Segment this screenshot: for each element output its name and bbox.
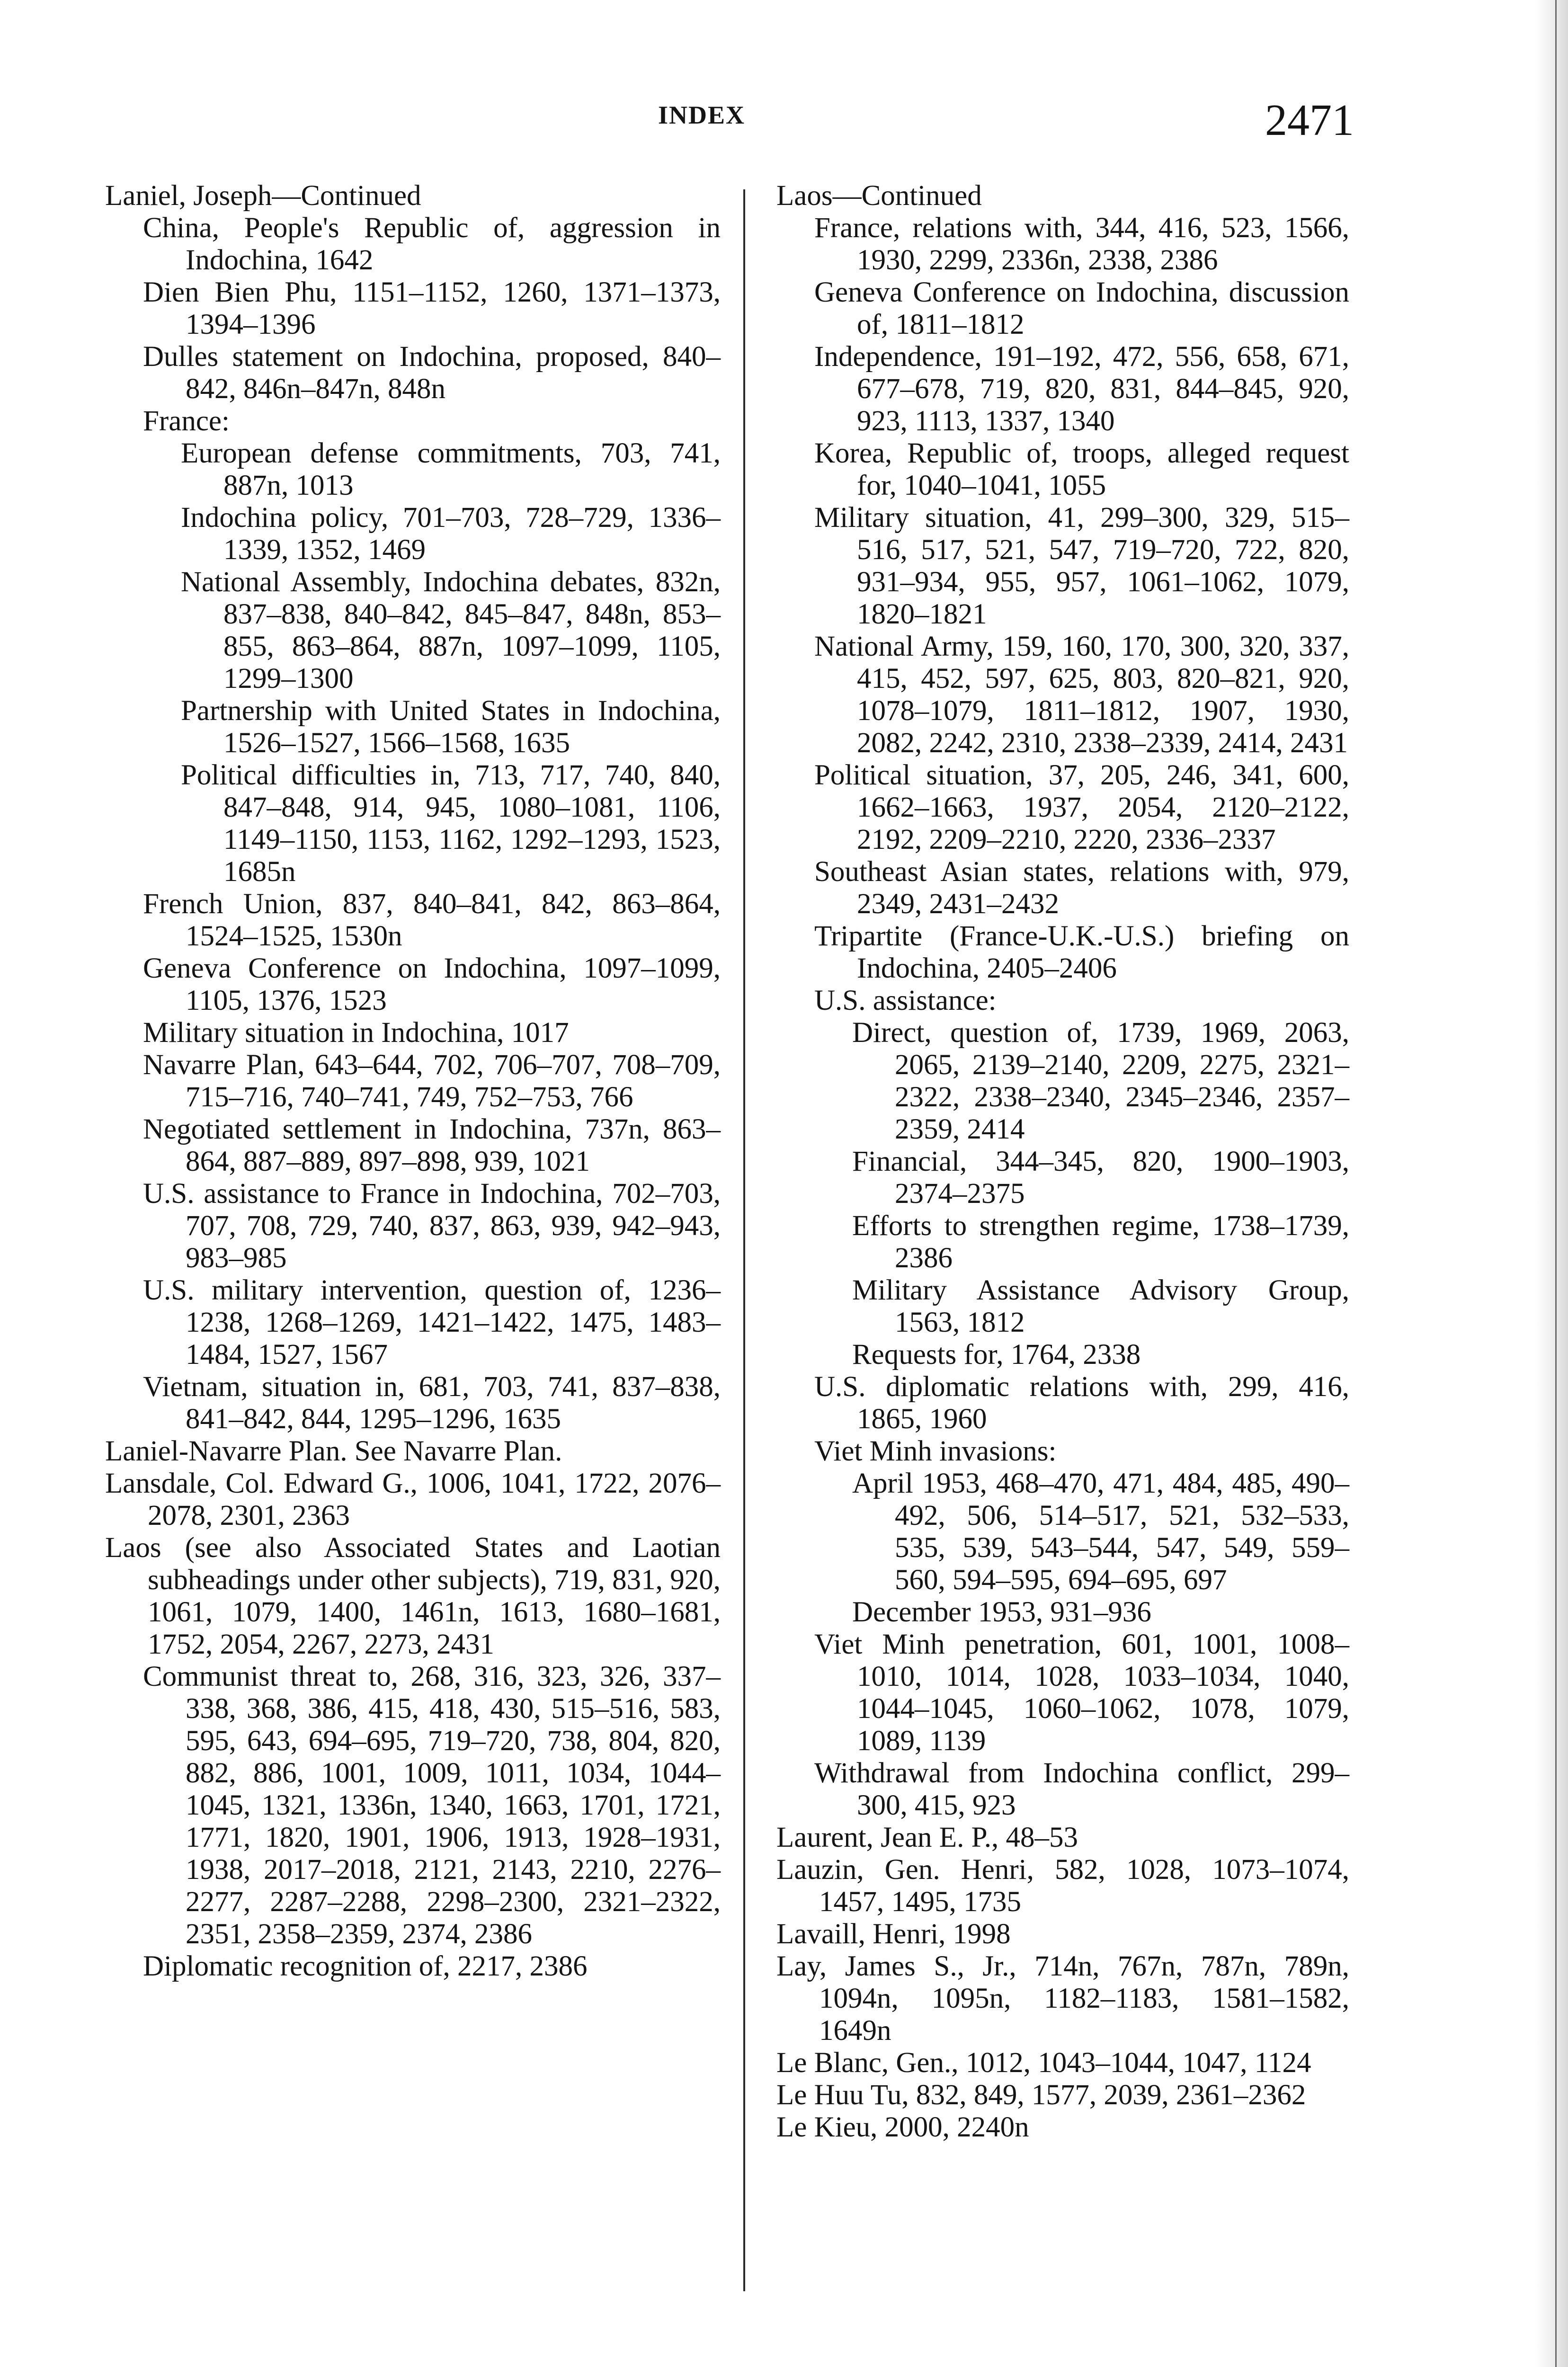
index-entry: U.S. military intervention, question of, 1236–1238, 1268–1269, 1421–1422, 1475, 1483–1484, 1527, 1567	[143, 1274, 721, 1370]
index-entry: Partnership with United States in Indochina, 1526–1527, 1566–1568, 1635	[181, 695, 721, 759]
index-entry: Dien Bien Phu, 1151–1152, 1260, 1371–1373, 1394–1396	[143, 276, 721, 340]
index-entry: Military Assistance Advisory Group, 1563, 1812	[852, 1274, 1349, 1338]
index-entry: Political situation, 37, 205, 246, 341, 600, 1662–1663, 1937, 2054, 2120–2122, 2192, 2209–2210, 2220, 2336–2337	[814, 759, 1349, 855]
index-entry: Laos—Continued	[776, 180, 982, 212]
index-entry: French Union, 837, 840–841, 842, 863–864, 1524–1525, 1530n	[143, 888, 721, 952]
index-entry: China, People's Republic of, aggression in Indochina, 1642	[143, 212, 721, 276]
index-entry: Military situation, 41, 299–300, 329, 515–516, 517, 521, 547, 719–720, 722, 820, 931–934, 955, 957, 1061–1062, 1079, 1820–1821	[814, 502, 1349, 630]
index-entry: Geneva Conference on Indochina, 1097–1099, 1105, 1376, 1523	[143, 952, 721, 1016]
index-entry: Le Huu Tu, 832, 849, 1577, 2039, 2361–2362	[776, 2079, 1306, 2111]
index-entry: France:	[143, 405, 230, 437]
index-entry: Dulles statement on Indochina, proposed, 840–842, 846n–847n, 848n	[143, 341, 721, 405]
index-entry: Military situation in Indochina, 1017	[143, 1017, 569, 1049]
index-entry: Laniel, Joseph—Continued	[105, 180, 421, 212]
index-entry: Negotiated settlement in Indochina, 737n, 863–864, 887–889, 897–898, 939, 1021	[143, 1113, 721, 1177]
index-column-right	[776, 180, 1349, 2144]
index-entry: Lay, James S., Jr., 714n, 767n, 787n, 789n, 1094n, 1095n, 1182–1183, 1581–1582, 1649n	[776, 1950, 1349, 2047]
index-entry: Laurent, Jean E. P., 48–53	[776, 1822, 1078, 1853]
index-entry: U.S. assistance to France in Indochina, 702–703, 707, 708, 729, 740, 837, 863, 939, 942–943, 983–985	[143, 1178, 721, 1274]
index-entry: Korea, Republic of, troops, alleged request for, 1040–1041, 1055	[814, 437, 1349, 501]
index-entry: Vietnam, situation in, 681, 703, 741, 837–838, 841–842, 844, 1295–1296, 1635	[143, 1371, 721, 1435]
index-entry: Geneva Conference on Indochina, discussion of, 1811–1812	[814, 276, 1349, 340]
index-entry: Efforts to strengthen regime, 1738–1739, 2386	[852, 1210, 1349, 1274]
index-column-left	[105, 180, 721, 1983]
index-entry: Laos (see also Associated States and Laotian subheadings under other subjects), 719, 831, 920, 1061, 1079, 1400, 1461n, 1613, 1680–1681, 1752, 2054, 2267, 2273, 2431	[105, 1532, 721, 1660]
index-entry: Communist threat to, 268, 316, 323, 326, 337–338, 368, 386, 415, 418, 430, 515–516, 583, 595, 643, 694–695, 719–720, 738, 804, 820, 882, 886, 1001, 1009, 1011, 1034, 1044–1045, 1321, 1336n, 1340, 1663, 1701, 1721, 1771, 1820, 1901, 1906, 1913, 1928–1931, 1938, 2017–2018, 2121, 2143, 2210, 2276–2277, 2287–2288, 2298–2300, 2321–2322, 2351, 2358–2359, 2374, 2386	[143, 1661, 721, 1950]
index-entry: Le Blanc, Gen., 1012, 1043–1044, 1047, 1124	[776, 2047, 1311, 2079]
index-entry: Navarre Plan, 643–644, 702, 706–707, 708–709, 715–716, 740–741, 749, 752–753, 766	[143, 1049, 721, 1113]
index-entry: December 1953, 931–936	[852, 1596, 1151, 1628]
index-entry: Financial, 344–345, 820, 1900–1903, 2374–2375	[852, 1146, 1349, 1210]
index-entry: Viet Minh invasions:	[814, 1435, 1057, 1467]
index-entry: Requests for, 1764, 2338	[852, 1339, 1141, 1370]
index-entry: Southeast Asian states, relations with, 979, 2349, 2431–2432	[814, 856, 1349, 920]
index-entry: France, relations with, 344, 416, 523, 1566, 1930, 2299, 2336n, 2338, 2386	[814, 212, 1349, 276]
page-edge-shadow	[1535, 0, 1568, 2367]
index-entry: National Assembly, Indochina debates, 832n, 837–838, 840–842, 845–847, 848n, 853–855, 863–864, 887n, 1097–1099, 1105, 1299–1300	[181, 566, 721, 694]
index-entry: Independence, 191–192, 472, 556, 658, 671, 677–678, 719, 820, 831, 844–845, 920, 923, 1113, 1337, 1340	[814, 341, 1349, 437]
index-entry: Diplomatic recognition of, 2217, 2386	[143, 1950, 588, 1982]
index-entry: U.S. diplomatic relations with, 299, 416, 1865, 1960	[814, 1371, 1349, 1435]
header-title: INDEX	[658, 101, 746, 129]
index-entry: Lauzin, Gen. Henri, 582, 1028, 1073–1074, 1457, 1495, 1735	[776, 1854, 1349, 1918]
index-entry: Le Kieu, 2000, 2240n	[776, 2111, 1029, 2143]
index-entry: Political difficulties in, 713, 717, 740, 840, 847–848, 914, 945, 1080–1081, 1106, 1149–1150, 1153, 1162, 1292–1293, 1523, 1685n	[181, 759, 721, 888]
index-entry: Viet Minh penetration, 601, 1001, 1008–1010, 1014, 1028, 1033–1034, 1040, 1044–1045, 1060–1062, 1078, 1079, 1089, 1139	[814, 1628, 1349, 1757]
index-entry: Direct, question of, 1739, 1969, 2063, 2065, 2139–2140, 2209, 2275, 2321–2322, 2338–2340, 2345–2346, 2357–2359, 2414	[852, 1017, 1349, 1145]
page-number: 2471	[1265, 96, 1354, 145]
page-edge-line	[1555, 0, 1557, 2367]
index-entry: Indochina policy, 701–703, 728–729, 1336–1339, 1352, 1469	[181, 502, 721, 566]
index-entry: Lavaill, Henri, 1998	[776, 1918, 1011, 1950]
index-entry: National Army, 159, 160, 170, 300, 320, 337, 415, 452, 597, 625, 803, 820–821, 920, 1078–1079, 1811–1812, 1907, 1930, 2082, 2242, 2310, 2338–2339, 2414, 2431	[814, 631, 1349, 759]
index-entry: Laniel-Navarre Plan. See Navarre Plan.	[105, 1435, 562, 1467]
index-entry: Tripartite (France-U.K.-U.S.) briefing on Indochina, 2405–2406	[814, 920, 1349, 984]
index-entry: Withdrawal from Indochina conflict, 299–300, 415, 923	[814, 1757, 1349, 1821]
column-divider	[743, 189, 745, 2291]
index-entry: U.S. assistance:	[814, 985, 997, 1016]
index-entry: April 1953, 468–470, 471, 484, 485, 490–492, 506, 514–517, 521, 532–533, 535, 539, 543–544, 547, 549, 559–560, 594–595, 694–695, 697	[852, 1468, 1349, 1596]
index-entry: European defense commitments, 703, 741, 887n, 1013	[181, 437, 721, 501]
index-entry: Lansdale, Col. Edward G., 1006, 1041, 1722, 2076–2078, 2301, 2363	[105, 1468, 721, 1531]
